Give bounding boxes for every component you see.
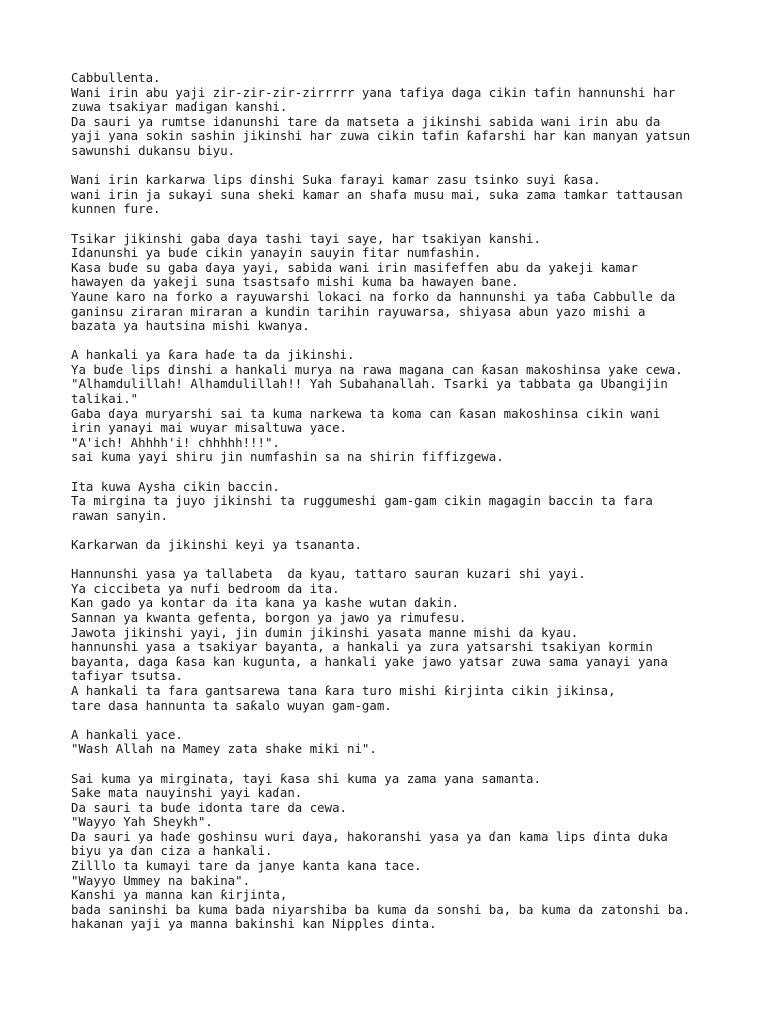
text-line: hakanan yaji ya manna bakinshi kan Nipples ɗinta. [71,916,437,932]
paragraph [71,728,751,757]
text-line: Ya buɗe lips ɗinshi a hankali murya na rawa magana can ƙasan makoshinsa yake cewa. [71,361,683,377]
text-line: A hankali ya ƙara haɗe ta da jikinshi. [71,347,355,363]
text-line: Kasa buɗe su gaba ɗaya yayi, sabida wani irin masifeffen abu da yakeji kamar [71,259,638,275]
text-line: Ita kuwa Aysha cikin baccin. [71,478,280,494]
text-line: zuwa tsakiyar maɗigan kanshi. [71,99,288,115]
text-line: "Wayyo Yah Sheykh". [71,814,213,830]
text-line: Wani irin abu yaji zir-zir-zir-zirrrrr yana tafiya daga cikin tafin hannunshi har [71,84,676,100]
text-line: Da sauri ya haɗe goshinsu wuri ɗaya, hakoranshi yasa ya ɗan kama lips ɗinta duka [71,828,668,844]
text-line: bazata ya hautsina mishi kwanya. [71,318,310,334]
text-line: rawan sanyin. [71,507,168,523]
text-line: Sake mata nauyinshi yayi kaɗan. [71,785,303,801]
text-line: yaji yana sokin sashin jikinshi har zuwa cikin tafin ƙafarshi har kan manyan yatsun [71,128,691,144]
text-line: "A'ich! Ahhhh'i! chhhhh!!!". [71,434,280,450]
text-line: sawunshi dukansu biyu. [71,142,236,158]
text-line: Kanshi ya manna kan ƙirjinta, [71,887,288,903]
paragraph [71,232,751,334]
text-line: irin yanayi mai wuyar misaltuwa yace. [71,420,348,436]
text-line: bayanta, daga ƙasa kan kugunta, a hankali yake jawo yatsar zuwa sama yanayi yana [71,653,668,669]
text-line: talikai." [71,391,139,407]
text-line: hawayen da yakeji suna tsastsafo mishi kuma ba hawayen bane. [71,274,519,290]
text-line: "Wash Allah na Mamey zata shake miki ni". [71,741,377,757]
paragraph [71,480,751,524]
text-line: Yaune karo na forko a rayuwarshi lokaci na forko da hannunshi ya taɓa Cabbulle da [71,288,676,304]
text-line: Idanunshi ya buɗe cikin yanayin sauyin fitar numfashin. [71,245,482,261]
text-line: "Wayyo Ummey na bakina". [71,872,251,888]
text-line: kunnen fure. [71,201,161,217]
text-line: Sannan ya kwanta gefenta, borgon ya jawo ya rimufesu. [71,609,467,625]
text-line: Cabbullenta. [71,70,161,85]
text-line: ganinsu ziraran miraran a kundin tarihin rayuwarsa, shiyasa abun yazo mishi a [71,303,646,319]
text-line: biyu ya ɗan ciza a hankali. [71,843,273,859]
paragraph [71,538,751,553]
text-line: tafiyar tsutsa. [71,668,183,684]
text-line: A hankali yace. [71,726,183,742]
paragraph [71,567,751,713]
text-line: Sai kuma ya mirginata, tayi ƙasa shi kuma ya zama yana samanta. [71,770,541,786]
text-line: Jawota jikinshi yayi, jin ɗumin jikinshi yasata manne mishi da kyau. [71,624,579,640]
text-line: tare dasa hannunta ta saƙalo wuyan gam-gam. [71,697,392,713]
text-line: A hankali ta fara gantsarewa tana ƙara turo mishi ƙirjinta cikin jikinsa, [71,682,616,698]
text-line: Gaba ɗaya muryarshi sai ta kuma narkewa ta koma can ƙasan makoshinsa cikin wani [71,405,661,421]
text-line: Kan gado ya kontar da ita kana ya kashe wutan ɗakin. [71,595,459,611]
text-line: Karkarwan da jikinshi keyi ya tsananta. [71,537,362,552]
story-text [71,71,751,947]
text-line: Wani irin karkarwa lips ɗinshi Suka farayi kamar zasu tsinko suyi ƙasa. [71,172,601,188]
text-line: "Alhamdulillah! Alhamdulillah!! Yah Subahanallah. Tsarki ya tabbata ga Ubangijin [71,376,668,392]
text-line: Zilllo ta kumayi tare da janye kanta kana tace. [71,858,422,874]
text-line: hannunshi yasa a tsakiyar bayanta, a hankali ya zura yatsarshi tsakiyan kormin [71,639,653,655]
paragraph [71,71,751,159]
text-line: Da sauri ta buɗe idonta tare da cewa. [71,799,348,815]
paragraph [71,173,751,217]
text-line: Da sauri ya rumtse idanunshi tare da matseta a jikinshi sabida wani irin abu da [71,113,661,129]
text-line: Tsikar jikinshi gaba ɗaya tashi tayi saye, har tsakiyan kanshi. [71,230,541,246]
text-line: Ta mirgina ta juyo jikinshi ta ruggumeshi gam-gam cikin magagin baccin ta fara [71,493,653,509]
text-line: wani irin ja sukayi suna sheki kamar an shafa musu mai, suka zama tamkar tattausan [71,186,683,202]
paragraph [71,348,751,465]
text-line: Ya ciccibeta ya nufi bedroom da ita. [71,580,340,596]
text-line: sai kuma yayi shiru jin numfashin sa na shirin fiffizgewa. [71,449,504,465]
text-line: Hannunshi yasa ya tallabeta da kyau, tattaro sauran kuzari shi yayi. [71,566,586,582]
paragraph [71,772,751,933]
text-line: bada saninshi ba kuma bada niyarshiba ba kuma da sonshi ba, ba kuma da zatonshi ba. [71,901,691,917]
